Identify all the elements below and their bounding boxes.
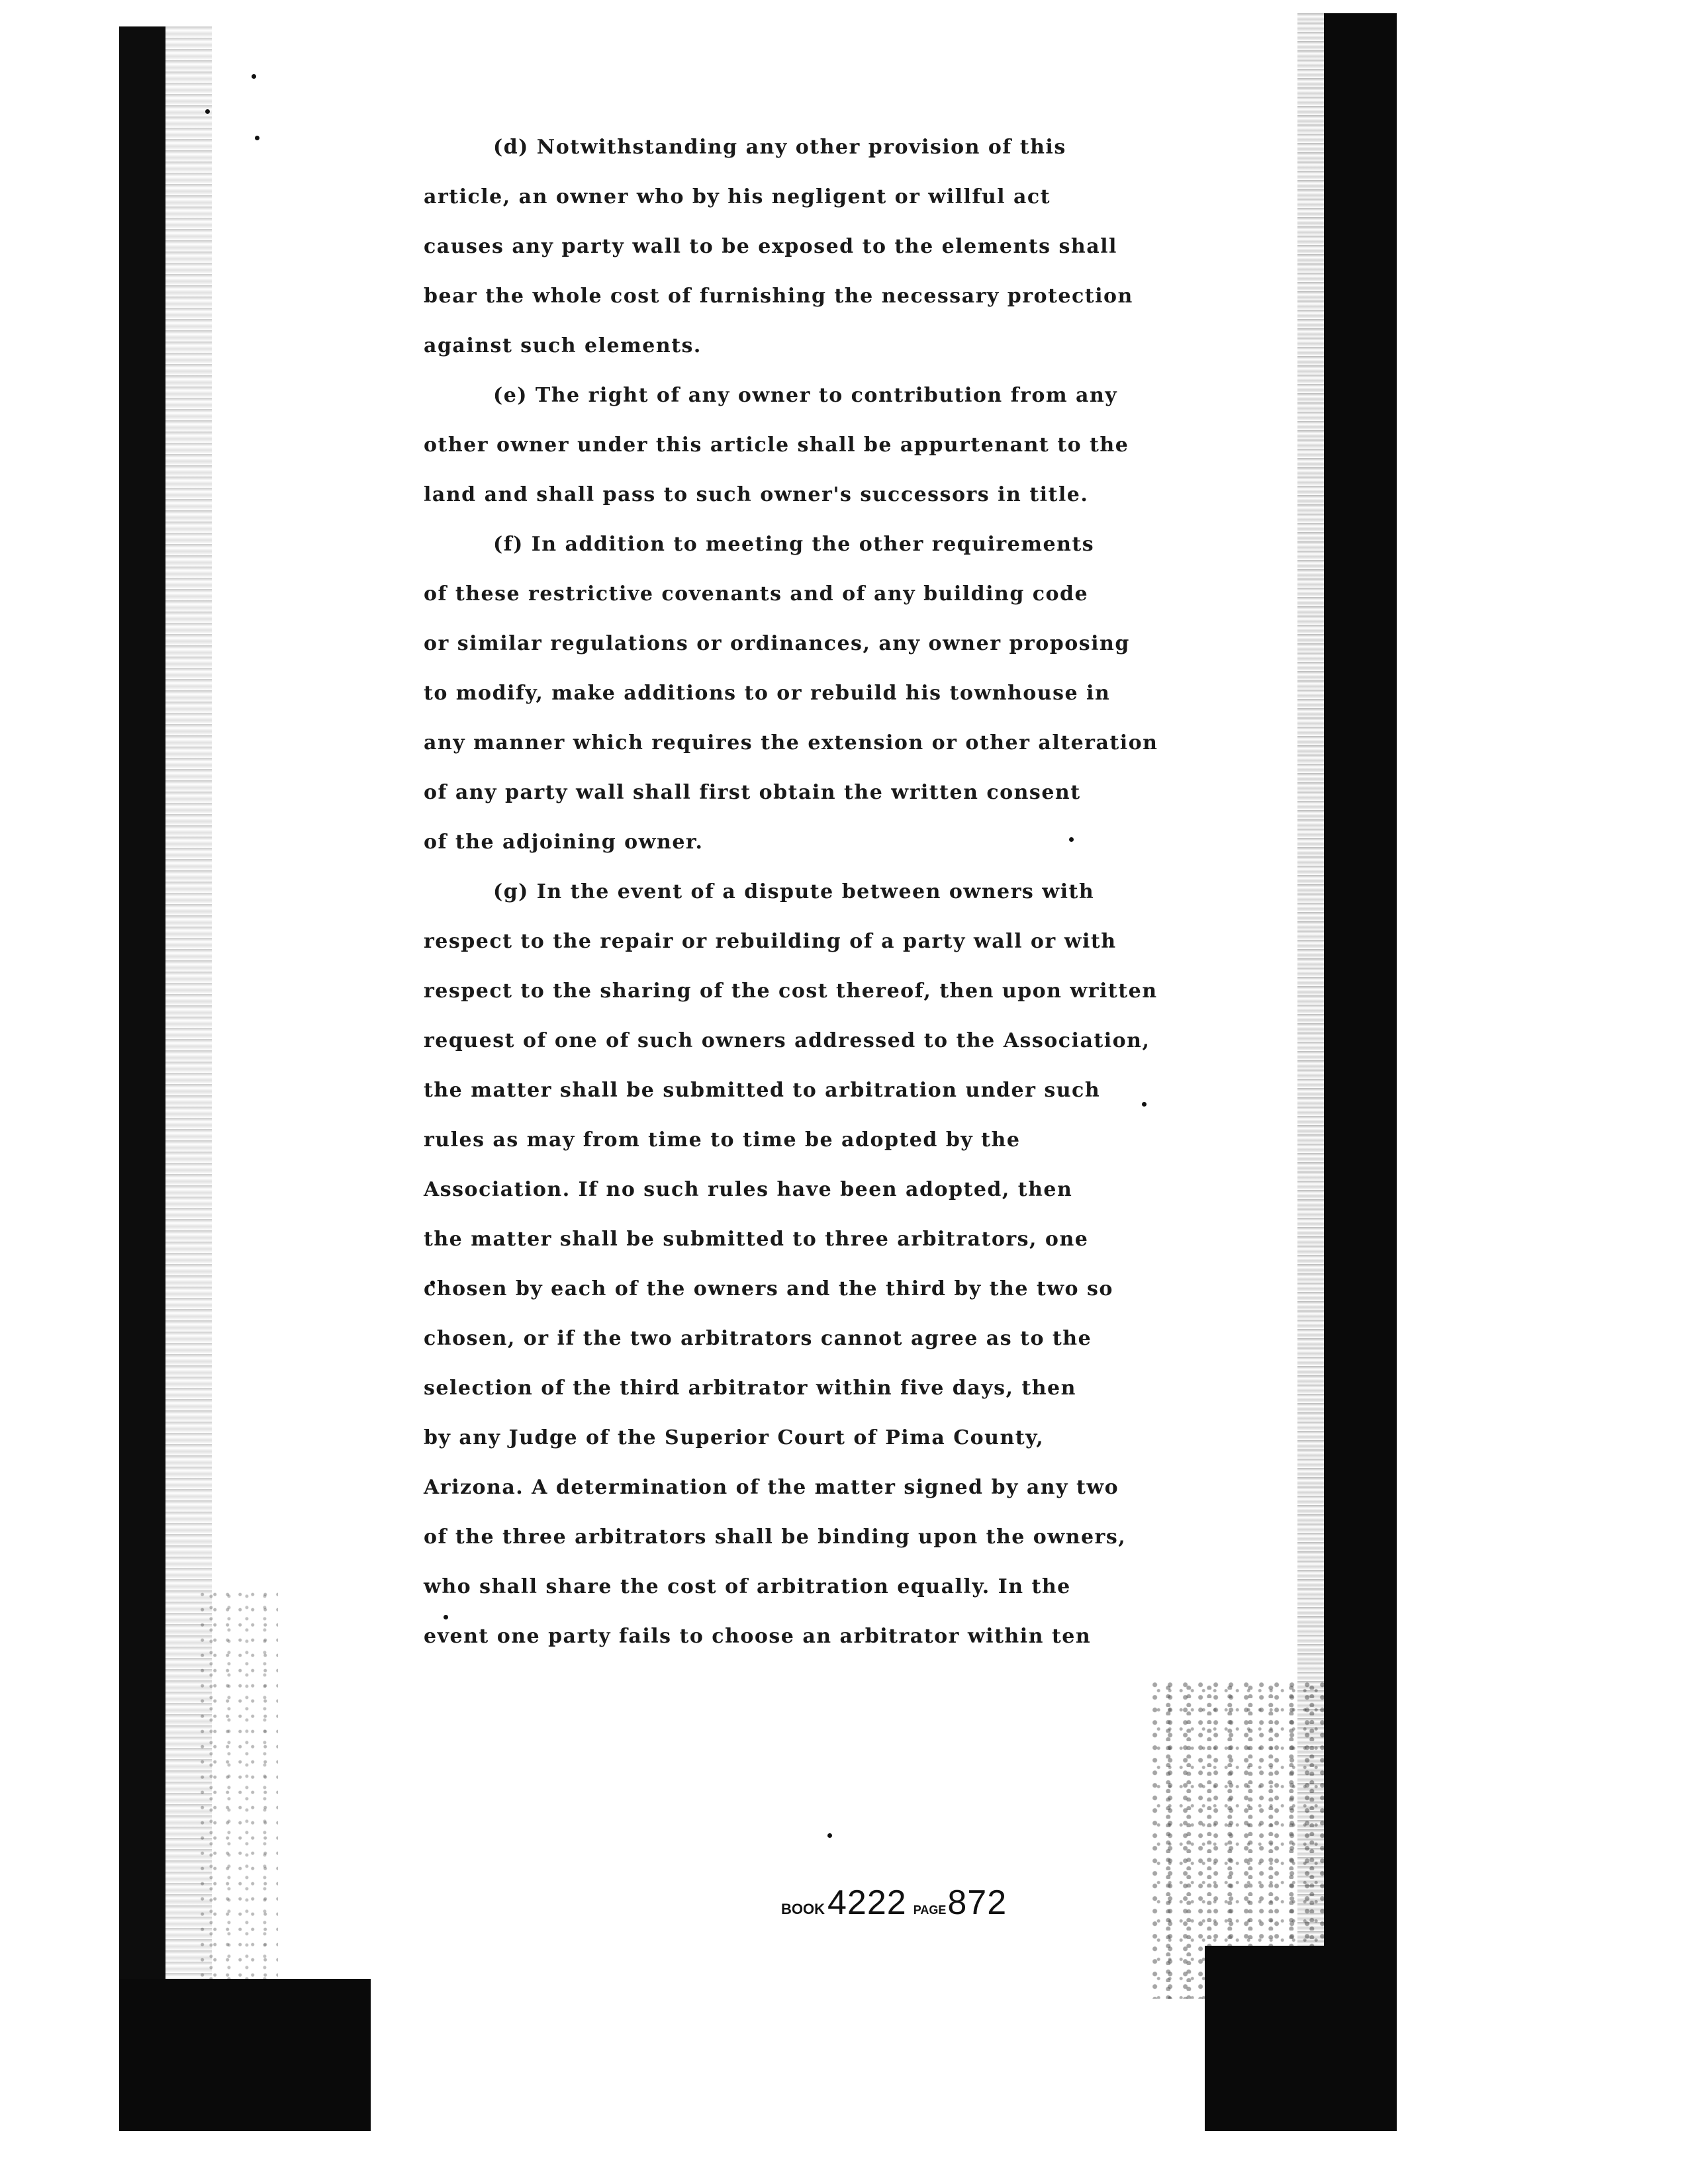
document-line: article, an owner who by his negligent or willful act — [424, 185, 1051, 208]
recording-stamp — [781, 1883, 1059, 1929]
document-line: selection of the third arbitrator within five days, then — [424, 1377, 1076, 1400]
document-line: of the adjoining owner. — [424, 831, 704, 854]
document-line: the matter shall be submitted to three arbitrators, one — [424, 1228, 1089, 1251]
document-line: of the three arbitrators shall be binding upon the owners, — [424, 1525, 1127, 1549]
scan-corner-bottom-right — [1205, 1946, 1397, 2131]
scan-dot — [255, 136, 259, 140]
document-line: or similar regulations or ordinances, any owner proposing — [424, 632, 1130, 655]
book-label: BOOK — [781, 1901, 825, 1917]
document-line: other owner under this article shall be appurtenant to the — [424, 433, 1129, 457]
scan-corner-bottom-left-edge — [119, 1979, 159, 2131]
page-number: 872 — [947, 1884, 1008, 1922]
document-line: the matter shall be submitted to arbitration under such — [424, 1079, 1101, 1102]
document-line: request of one of such owners addressed to the Association, — [424, 1029, 1150, 1052]
document-line: Arizona. A determination of the matter signed by any two — [424, 1476, 1119, 1499]
document-line: of these restrictive covenants and of any building code — [424, 582, 1089, 606]
document-line: chosen by each of the owners and the third by the two so — [424, 1277, 1113, 1300]
document-line: any manner which requires the extension or other alteration — [424, 731, 1158, 754]
document-line: rules as may from time to time be adopted by the — [424, 1128, 1021, 1152]
scan-border-right — [1324, 13, 1397, 1985]
document-line: bear the whole cost of furnishing the necessary protection — [424, 285, 1133, 308]
document-line: Association. If no such rules have been adopted, then — [424, 1178, 1073, 1201]
document-line: who shall share the cost of arbitration equally. In the — [424, 1575, 1071, 1598]
scan-dot — [205, 109, 210, 114]
document-line: (g) In the event of a dispute between owners with — [493, 880, 1095, 903]
document-line: event one party fails to choose an arbitrator within ten — [424, 1625, 1092, 1648]
scan-corner-bottom-left — [159, 1979, 371, 2131]
document-line: respect to the repair or rebuilding of a party wall or with — [424, 930, 1117, 953]
document-line: respect to the sharing of the cost thereof, then upon written — [424, 979, 1158, 1003]
document-line: chosen, or if the two arbitrators cannot agree as to the — [424, 1327, 1092, 1350]
document-line: (d) Notwithstanding any other provision of this — [493, 136, 1066, 159]
document-line: to modify, make additions to or rebuild his townhouse in — [424, 682, 1111, 705]
document-line: land and shall pass to such owner's successors in title. — [424, 483, 1089, 506]
document-line: of any party wall shall first obtain the written consent — [424, 781, 1081, 804]
scan-border-left — [119, 26, 165, 1985]
book-number: 4222 — [827, 1884, 907, 1922]
document-line: against such elements. — [424, 334, 702, 357]
document-line: causes any party wall to be exposed to the elements shall — [424, 235, 1117, 258]
scan-speckle-bottom-left — [199, 1588, 278, 1985]
document-body — [424, 122, 1198, 1661]
document-line: (f) In addition to meeting the other requirements — [493, 533, 1095, 556]
scan-dot — [252, 74, 256, 79]
document-line: (e) The right of any owner to contribution from any — [493, 384, 1118, 407]
scan-dot — [827, 1833, 832, 1838]
document-line: by any Judge of the Superior Court of Pima County, — [424, 1426, 1045, 1449]
page-label: PAGE — [913, 1903, 947, 1917]
